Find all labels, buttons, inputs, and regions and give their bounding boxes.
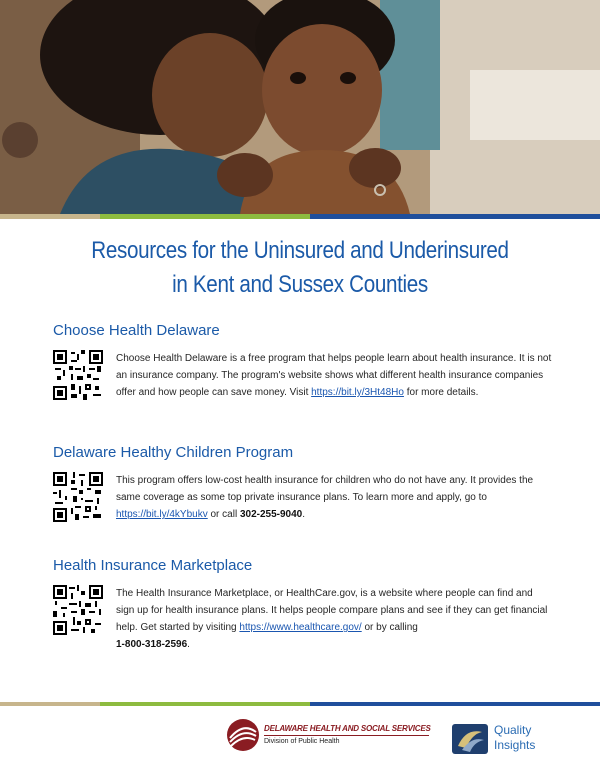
title-line-2: in Kent and Sussex Counties	[172, 271, 428, 298]
page-title	[42, 234, 558, 302]
description-text: This program offers low-cost health insurance for children who do not have any. It provides the same coverage as some top private insurance plans. To learn more and apply, go to	[116, 475, 534, 503]
description-text-end: .	[187, 639, 190, 650]
healthy-children-link[interactable]: https://bit.ly/4kYbukv	[116, 509, 208, 520]
quality-insights-mark-icon	[452, 724, 488, 754]
footer-logos	[0, 712, 600, 776]
description-text: Choose Health Delaware is a free program that helps people learn about health insurance. It is not an insurance company. The program's website shows what different health insurance companies offer and how people can save money. Visit	[116, 353, 552, 398]
hero-illustration	[0, 0, 600, 214]
section-description	[116, 350, 553, 401]
qi-word-quality: Quality	[494, 723, 532, 737]
description-text-middle: or by calling	[361, 622, 418, 633]
dhss-division: Division of Public Health	[264, 738, 340, 745]
dhss-seal-icon	[226, 718, 260, 752]
dhss-name: DELAWARE HEALTH AND SOCIAL SERVICES	[264, 724, 431, 733]
title-line-1: Resources for the Uninsured and Underinsured	[91, 237, 509, 264]
section-description	[116, 585, 553, 653]
bottom-color-stripe	[0, 702, 600, 706]
phone-number[interactable]: 1-800-318-2596	[116, 639, 188, 650]
section-heading: Delaware Healthy Children Program	[53, 444, 294, 461]
hero-photo	[0, 0, 600, 214]
choose-health-delaware-link[interactable]: https://bit.ly/3Ht48Ho	[311, 387, 404, 398]
top-color-stripe	[0, 214, 600, 219]
section-heading: Choose Health Delaware	[53, 322, 220, 339]
section-healthy-children-program	[53, 444, 553, 523]
qr-code-icon	[53, 585, 103, 635]
qr-code-icon	[53, 350, 103, 400]
section-heading: Health Insurance Marketplace	[53, 557, 253, 574]
qi-word-insights: Insights	[494, 738, 536, 752]
phone-number[interactable]: 302-255-9040	[239, 509, 303, 520]
healthcare-gov-link[interactable]: https://www.healthcare.gov/	[239, 622, 362, 633]
quality-insights-logo	[452, 720, 572, 760]
description-text-end: .	[302, 509, 306, 520]
section-description	[116, 472, 553, 523]
description-text-middle: or call	[207, 509, 240, 520]
description-text-end: for more details.	[403, 387, 479, 398]
description-text: The Health Insurance Marketplace, or HealthCare.gov, is a website where people can find and sign up for health insurance plans. It helps people compare plans and see if they can get financial help. Get started by visiting	[116, 588, 548, 633]
qr-code-icon	[53, 472, 103, 522]
section-health-insurance-marketplace	[53, 557, 553, 653]
dhss-logo	[226, 718, 436, 756]
section-choose-health-delaware	[53, 322, 553, 401]
